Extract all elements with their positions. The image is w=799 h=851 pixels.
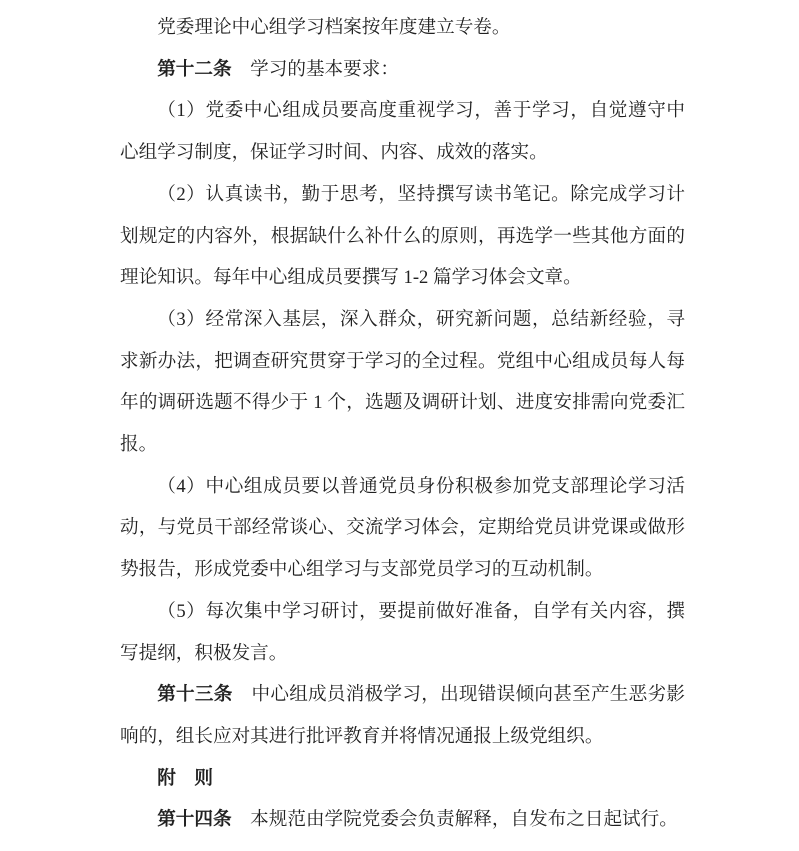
paragraph-article-13 [120, 674, 685, 757]
paragraph-item-4 [120, 466, 685, 591]
article-13-text: 中心组成员消极学习，出现错误倾向甚至产生恶劣影响的，组长应对其进行批评教育并将情况通报上级党组织。 [120, 684, 685, 747]
paragraph-item-3 [120, 299, 685, 466]
paragraph-text: （4）中心组成员要以普通党员身份积极参加党支部理论学习活动，与党员干部经常谈心、交流学习体会，定期给党员讲党课或做形势报告，形成党委中心组学习与支部党员学习的互动机制。 [120, 475, 685, 581]
article-14-text: 本规范由学院党委会负责解释，自发布之日起试行。 [231, 809, 678, 831]
paragraph-item-2 [120, 174, 685, 299]
paragraph-text: （5）每次集中学习研讨，要提前做好准备，自学有关内容，撰写提纲，积极发言。 [120, 600, 685, 664]
paragraph-item-5 [120, 591, 685, 674]
appendix-label: 附 则 [157, 767, 213, 789]
paragraph-text: （2）认真读书，勤于思考，坚持撰写读书笔记。除完成学习计划规定的内容外，根据缺什么补什么的原则，再选学一些其他方面的理论知识。每年中心组成员要撰写 1-2 篇学习体会文章。 [120, 183, 685, 289]
article-12-text: 学习的基本要求： [231, 58, 399, 80]
paragraph-text: （3）经常深入基层，深入群众，研究新问题，总结新经验，寻求新办法，把调查研究贯穿于学习的全过程。党组中心组成员每人每年的调研选题不得少于 1 个，选题及调研计划、进度安排需向党委汇报。 [120, 308, 685, 456]
heading-appendix [120, 758, 685, 800]
paragraph-item-1 [120, 90, 685, 173]
paragraph-text: （1）党委中心组成员要高度重视学习，善于学习，自觉遵守中心组学习制度，保证学习时间、内容、成效的落实。 [120, 100, 685, 164]
paragraph-text: 党委理论中心组学习档案按年度建立专卷。 [157, 17, 511, 38]
article-14-label: 第十四条 [157, 809, 232, 831]
article-13-label: 第十三条 [157, 684, 233, 706]
paragraph-article-12 [120, 49, 685, 91]
paragraph-archive [120, 7, 685, 49]
paragraph-article-14 [120, 799, 685, 841]
article-12-label: 第十二条 [157, 58, 232, 80]
